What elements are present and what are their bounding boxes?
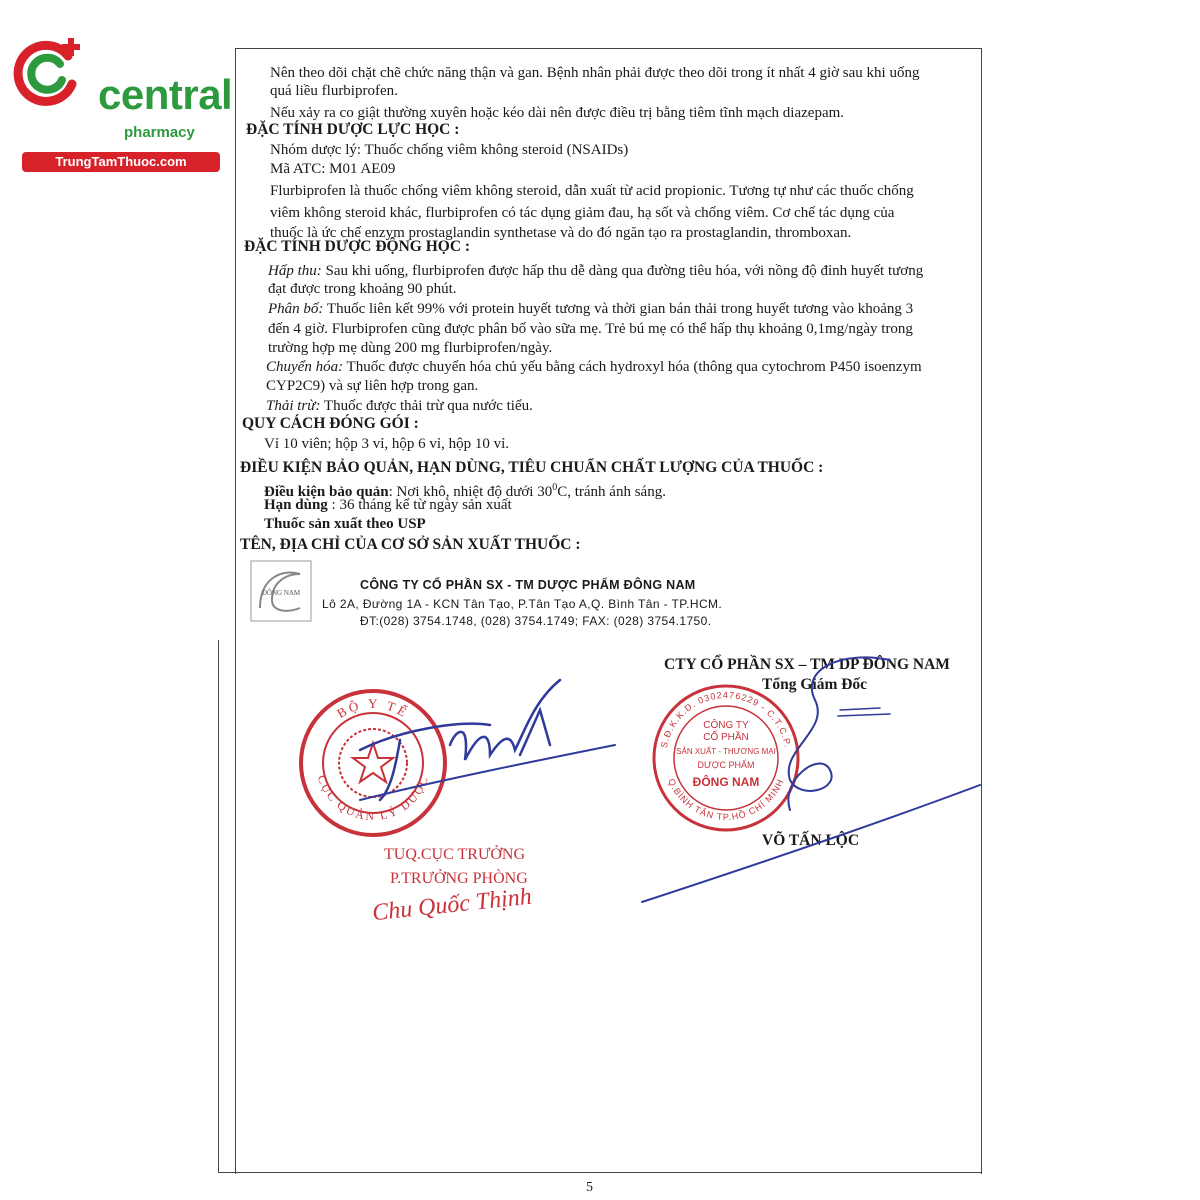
distribution-label: Phân bố:: [268, 301, 324, 317]
overdose-line-3: Nếu xảy ra co giật thường xuyên hoặc kéo dài nên được điều trị bằng tiêm tĩnh mạch diazepam.: [270, 105, 845, 121]
pharmacodynamics-p3: thuốc là ức chế enzym prostaglandin synthetase và do đó ngăn tạo ra prostaglandin, thromboxan.: [270, 225, 852, 241]
standard-text: Thuốc sản xuất theo USP: [264, 516, 426, 532]
manufacturer-phone: ĐT:(028) 3754.1748, (028) 3754.1749; FAX: (028) 3754.1750.: [360, 614, 712, 628]
company-stamp-line-5: ĐÔNG NAM: [692, 775, 760, 789]
brand-site: TrungTamThuoc.com: [22, 152, 220, 172]
absorption-line-1: [268, 262, 923, 280]
page-number: 5: [586, 1180, 593, 1195]
absorption-text: Sau khi uống, flurbiprofen được hấp thu dễ dàng qua đường tiêu hóa, với nồng độ đỉnh huyết tương: [321, 263, 924, 279]
absorption-line-2: đạt được trong khoảng 90 phút.: [268, 281, 457, 297]
storage-cond-sup: 0: [552, 482, 558, 493]
storage-cond-text-b: C, tránh ánh sáng.: [557, 484, 666, 500]
company-stamp-line-2: CỔ PHẦN: [703, 732, 749, 743]
ministry-line-2: P.TRƯỞNG PHÒNG: [390, 870, 528, 887]
storage-cond-label: Điều kiện bảo quản: [264, 484, 389, 500]
shelf-life: [264, 496, 512, 514]
ministry-stamp-bottom: CỤC QUẢN LÝ DƯỢC: [314, 773, 432, 824]
pharmacodynamics-atc: Mã ATC: M01 AE09: [270, 161, 396, 177]
absorption-label: Hấp thu:: [268, 263, 322, 279]
page-frame-left: [218, 640, 219, 1172]
shelf-text: : 36 tháng kể từ ngày sản xuất: [327, 497, 512, 513]
ministry-line-1: TUQ.CỤC TRƯỞNG: [384, 846, 526, 863]
shelf-label: Hạn dùng: [264, 497, 328, 513]
pharmacodynamics-p2: viêm không steroid khác, flurbiprofen có tác dụng giảm đau, hạ sốt và chống viêm. Cơ chế tác dụng của: [270, 205, 895, 221]
company-stamp-ring-bottom: Q.BÌNH TÂN TP.HỒ CHÍ MINH: [666, 777, 786, 823]
brand-sub: pharmacy: [124, 124, 195, 141]
storage-heading: ĐIỀU KIỆN BẢO QUẢN, HẠN DÙNG, TIÊU CHUẨN CHẤT LƯỢNG CỦA THUỐC :: [240, 459, 824, 476]
page-frame-bottom: [218, 1172, 982, 1173]
central-logo-icon: [10, 34, 90, 114]
company-stamp-line-3: SẢN XUẤT - THƯƠNG MẠI: [676, 747, 776, 756]
distribution-line-1: [268, 300, 913, 318]
manufacturer-address: Lô 2A, Đường 1A - KCN Tân Tạo, P.Tân Tạo A,Q. Bình Tân - TP.HCM.: [322, 597, 723, 611]
metabolism-line-2: CYP2C9) và sự liên hợp trong gan.: [266, 378, 479, 394]
dong-nam-logo-icon: [250, 560, 312, 622]
ministry-signature: [340, 670, 620, 820]
company-sign-head: CTY CỔ PHẦN SX – TM DP ĐÔNG NAM: [664, 656, 950, 673]
metabolism-label: Chuyển hóa:: [266, 359, 344, 375]
packaging-text: Vỉ 10 viên; hộp 3 vỉ, hộp 6 vỉ, hộp 10 vỉ.: [264, 436, 509, 452]
excretion-line: [266, 397, 533, 415]
company-sign-title: Tổng Giám Đốc: [762, 676, 868, 693]
dong-nam-logo: [250, 560, 312, 622]
dong-nam-logo-text: ĐÔNG NAM: [261, 589, 301, 597]
company-stamp-line-1: CÔNG TY: [703, 720, 749, 731]
company-signer-name: VÕ TẤN LỘC: [762, 832, 860, 849]
distribution-text: Thuốc liên kết 99% với protein huyết tương và thời gian bán thải trong huyết tương vào khoảng 3: [323, 301, 914, 317]
ministry-stamp-top: BỘ Y TẾ: [334, 695, 412, 722]
manufacturer-heading: TÊN, ĐỊA CHỈ CỦA CƠ SỞ SẢN XUẤT THUỐC :: [240, 536, 581, 553]
storage-cond-text-a: : Nơi khô, nhiệt độ dưới 30: [388, 484, 553, 500]
metabolism-line-1: [266, 358, 922, 376]
central-pharmacy-watermark: [10, 34, 233, 169]
company-signature: [640, 640, 985, 910]
pharmacodynamics-heading: ĐẶC TÍNH DƯỢC LỰC HỌC :: [246, 121, 460, 138]
excretion-label: Thải trừ:: [266, 398, 321, 414]
company-stamp-ring: S.Đ.K.K.D. 0302476229 - C.T.C.P.: [658, 689, 794, 749]
brand-name: central: [98, 71, 233, 118]
overdose-line-1: Nên theo dõi chặt chẽ chức năng thận và gan. Bệnh nhân phải được theo dõi trong ít nhất 4 giờ sau khi uống: [270, 65, 920, 81]
pharmacokinetics-heading: ĐẶC TÍNH DƯỢC ĐỘNG HỌC :: [244, 238, 471, 255]
pharmacodynamics-p1: Flurbiprofen là thuốc chống viêm không steroid, dẫn xuất từ acid propionic. Tương tự như các thuốc chống: [270, 183, 914, 199]
pharmacodynamics-group: Nhóm dược lý: Thuốc chống viêm không steroid (NSAIDs): [270, 142, 629, 158]
ministry-signer: Chu Quốc Thịnh: [371, 883, 533, 927]
distribution-line-2: đến 4 giờ. Flurbiprofen cũng được phân bố vào sữa mẹ. Trẻ bú mẹ có thể hấp thụ khoảng 0,1mg/ngày trong: [268, 321, 913, 337]
packaging-heading: QUY CÁCH ĐÓNG GÓI :: [242, 415, 419, 432]
company-stamp-line-4: DƯỢC PHẨM: [697, 760, 755, 770]
metabolism-text: Thuốc được chuyển hóa chủ yếu bằng cách hydroxyl hóa (thông qua cytochrom P450 isoenzym: [343, 359, 922, 375]
distribution-line-3: trường hợp mẹ dùng 200 mg flurbiprofen/ngày.: [268, 340, 553, 356]
manufacturer-name: CÔNG TY CỔ PHẦN SX - TM DƯỢC PHẨM ĐÔNG NAM: [360, 578, 696, 592]
excretion-text: Thuốc được thải trừ qua nước tiểu.: [320, 398, 533, 414]
overdose-line-2: quá liều flurbiprofen.: [270, 83, 398, 99]
